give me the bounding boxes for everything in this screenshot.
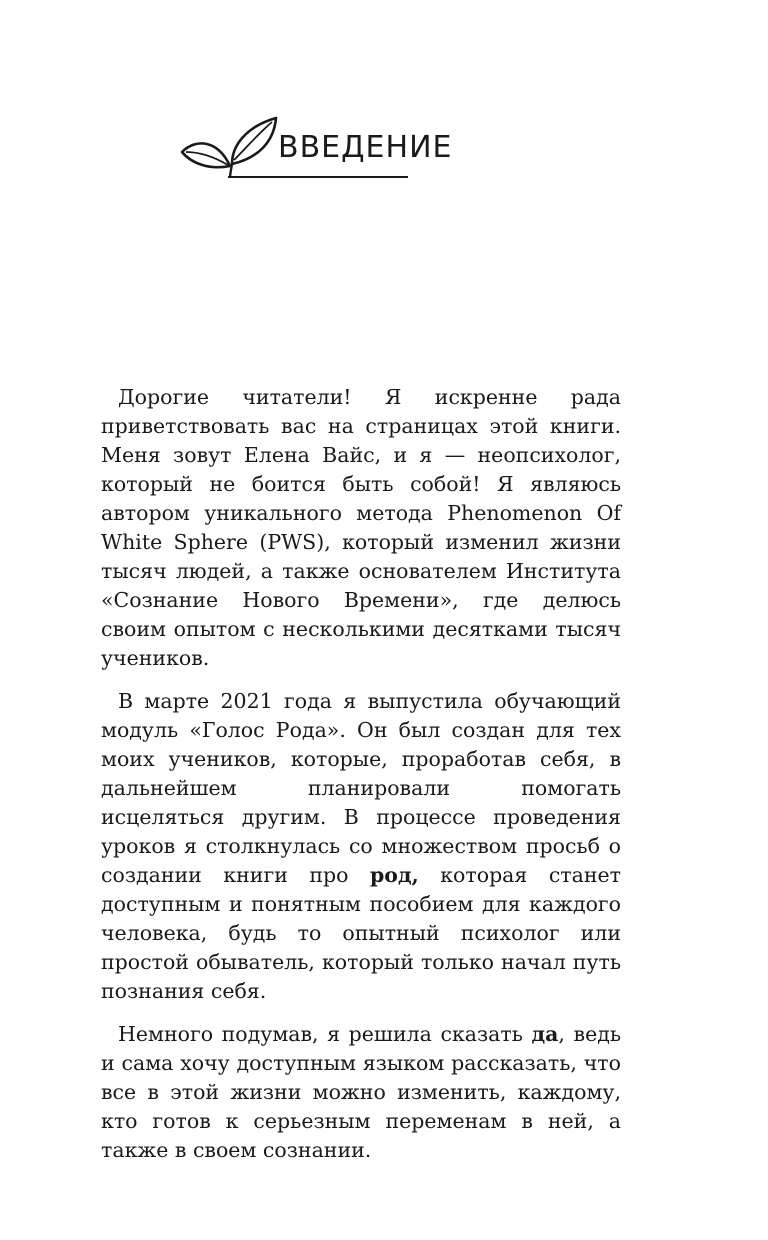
leaves-icon: [178, 114, 278, 184]
paragraph-1-text: Дорогие читатели! Я искренне рада приветствовать вас на страницах этой книги. Меня зовут Елена Вайс, и я — неопсихолог, который не боится быть собой! Я являюсь автором уникального метода Phenomenon Of White Sphere (PWS), который изменил жизни тысяч людей, а также основателем Института «Сознание Нового Времени», где делюсь своим опытом с несколькими десятками тысяч учеников.: [101, 385, 621, 670]
paragraph-1: [101, 383, 621, 673]
chapter-underline: [228, 176, 408, 178]
paragraph-3: [101, 1020, 621, 1165]
paragraph-3-text-after: , ведь и сама хочу доступным языком рассказать, что все в этой жизни можно изменить, каждому, кто готов к серьезным переменам в ней, а также в своем сознании.: [101, 1022, 621, 1162]
paragraph-2-text-before: В марте 2021 года я выпустила обучающий модуль «Голос Рода». Он был создан для тех моих учеников, которые, проработав себя, в дальнейшем планировали помогать исцеляться другим. В процессе проведения уроков я столкнулась со множеством просьб о создании книги про: [101, 689, 621, 887]
chapter-title: ВВЕДЕНИЕ: [278, 130, 453, 165]
paragraph-2: [101, 687, 621, 1006]
paragraph-2-bold: род,: [369, 863, 419, 887]
chapter-header: [178, 114, 458, 184]
paragraph-2-text-after: которая станет доступным и понятным пособием для каждого человека, будь то опытный психолог или простой обыватель, который только начал путь познания себя.: [101, 863, 621, 1003]
paragraph-3-text-before: Немного подумав, я решила сказать: [118, 1022, 532, 1046]
body-text: [101, 383, 621, 1179]
paragraph-3-bold: да: [531, 1022, 559, 1046]
